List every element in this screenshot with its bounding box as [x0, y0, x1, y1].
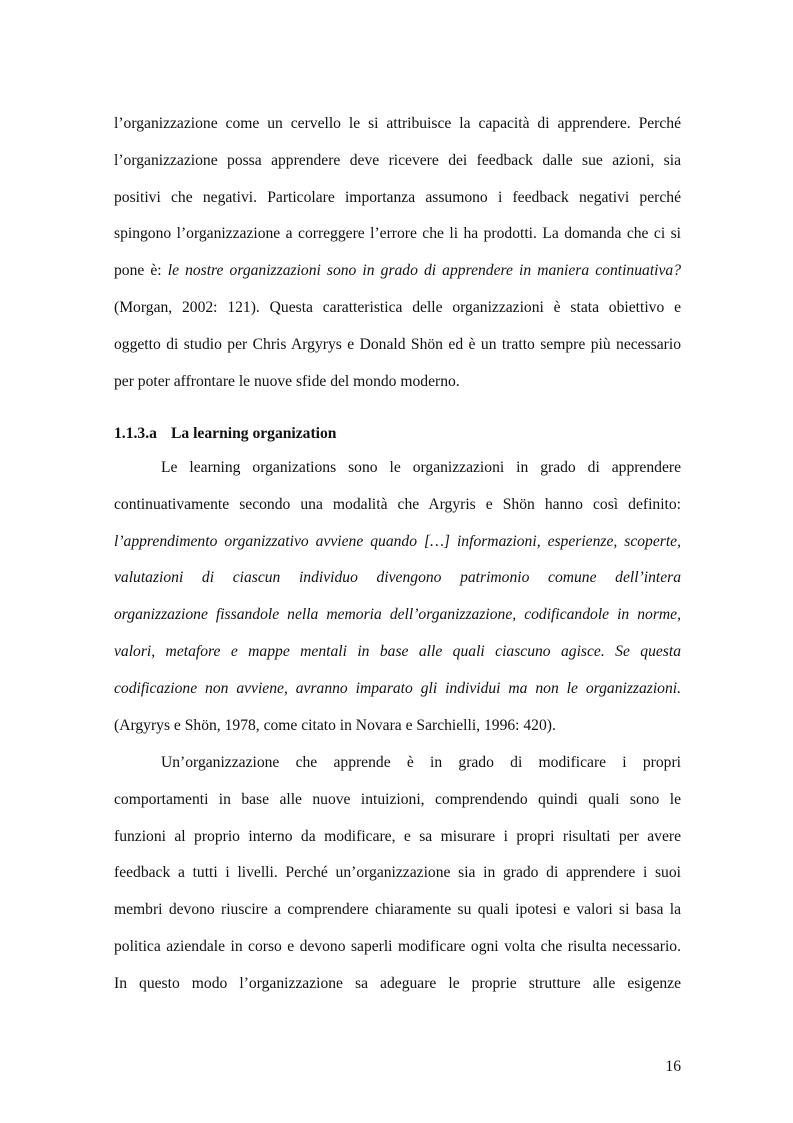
section-number: 1.1.3.a	[114, 425, 157, 442]
quote-line: organizzazione fissandole nella memoria dell’organizzazione, codificandole in norme,	[114, 606, 681, 624]
section-heading	[114, 424, 336, 444]
text-line: membri devono riuscire a comprendere chiaramente su quali ipotesi e valori si basa la	[114, 901, 681, 919]
text-line	[114, 261, 681, 298]
text-line: comportamenti in base alle nuove intuizioni, comprendendo quindi quali sono le	[114, 790, 681, 808]
quote-line: codificazione non avviene, avranno imparato gli individui ma non le organizzazioni.	[114, 679, 681, 697]
text-line: politica aziendale in corso e devono saperli modificare ogni volta che risulta necessario.	[114, 937, 681, 955]
text-segment: pone è:	[114, 262, 168, 280]
text-line: Un’organizzazione che apprende è in grado di modificare i propri	[161, 754, 681, 771]
quote-line: valutazioni di ciascun individuo divengono patrimonio comune dell’intera	[114, 569, 681, 587]
text-line: positivi che negativi. Particolare importanza assumono i feedback negativi perché	[114, 188, 681, 206]
quote-line: l’apprendimento organizzativo avviene quando […] informazioni, esperienze, scoperte,	[114, 532, 681, 550]
paragraph-intro	[114, 114, 681, 408]
text-line: continuativamente secondo una modalità che Argyris e Shön hanno così definito:	[114, 495, 681, 513]
paragraph-learning	[114, 458, 681, 752]
citation: (Argyrys e Shön, 1978, come citato in Novara e Sarchielli, 1996: 420).	[114, 716, 556, 734]
text-line: funzioni al proprio interno da modificare, e sa misurare i propri risultati per avere	[114, 827, 681, 845]
text-line: l’organizzazione come un cervello le si attribuisce la capacità di apprendere. Perché	[114, 115, 681, 132]
paragraph-organization	[114, 753, 681, 1011]
quote-line: valori, metafore e mappe mentali in base alle quali ciascuno agisce. Se questa	[114, 642, 681, 660]
text-line: spingono l’organizzazione a correggere l’errore che li ha prodotti. La domanda che ci si	[114, 225, 681, 243]
text-line: l’organizzazione possa apprendere deve ricevere dei feedback dalle sue azioni, sia	[114, 151, 681, 169]
text-line: feedback a tutti i livelli. Perché un’organizzazione sia in grado di apprendere i suoi	[114, 864, 681, 882]
section-title: La learning organization	[171, 425, 337, 442]
text-line: oggetto di studio per Chris Argyrys e Donald Shön ed è un tratto sempre più necessario	[114, 335, 681, 353]
text-line: per poter affrontare le nuove sfide del mondo moderno.	[114, 372, 460, 390]
italic-question: le nostre organizzazioni sono in grado di apprendere in maniera continuativa?	[167, 262, 681, 280]
text-line: In questo modo l’organizzazione sa adeguare le proprie strutture alle esigenze	[114, 974, 681, 992]
page-number: 16	[665, 1058, 681, 1075]
text-line: (Morgan, 2002: 121). Questa caratteristica delle organizzazioni è stata obiettivo e	[114, 298, 681, 316]
text-line: Le learning organizations sono le organizzazioni in grado di apprendere	[161, 459, 681, 476]
